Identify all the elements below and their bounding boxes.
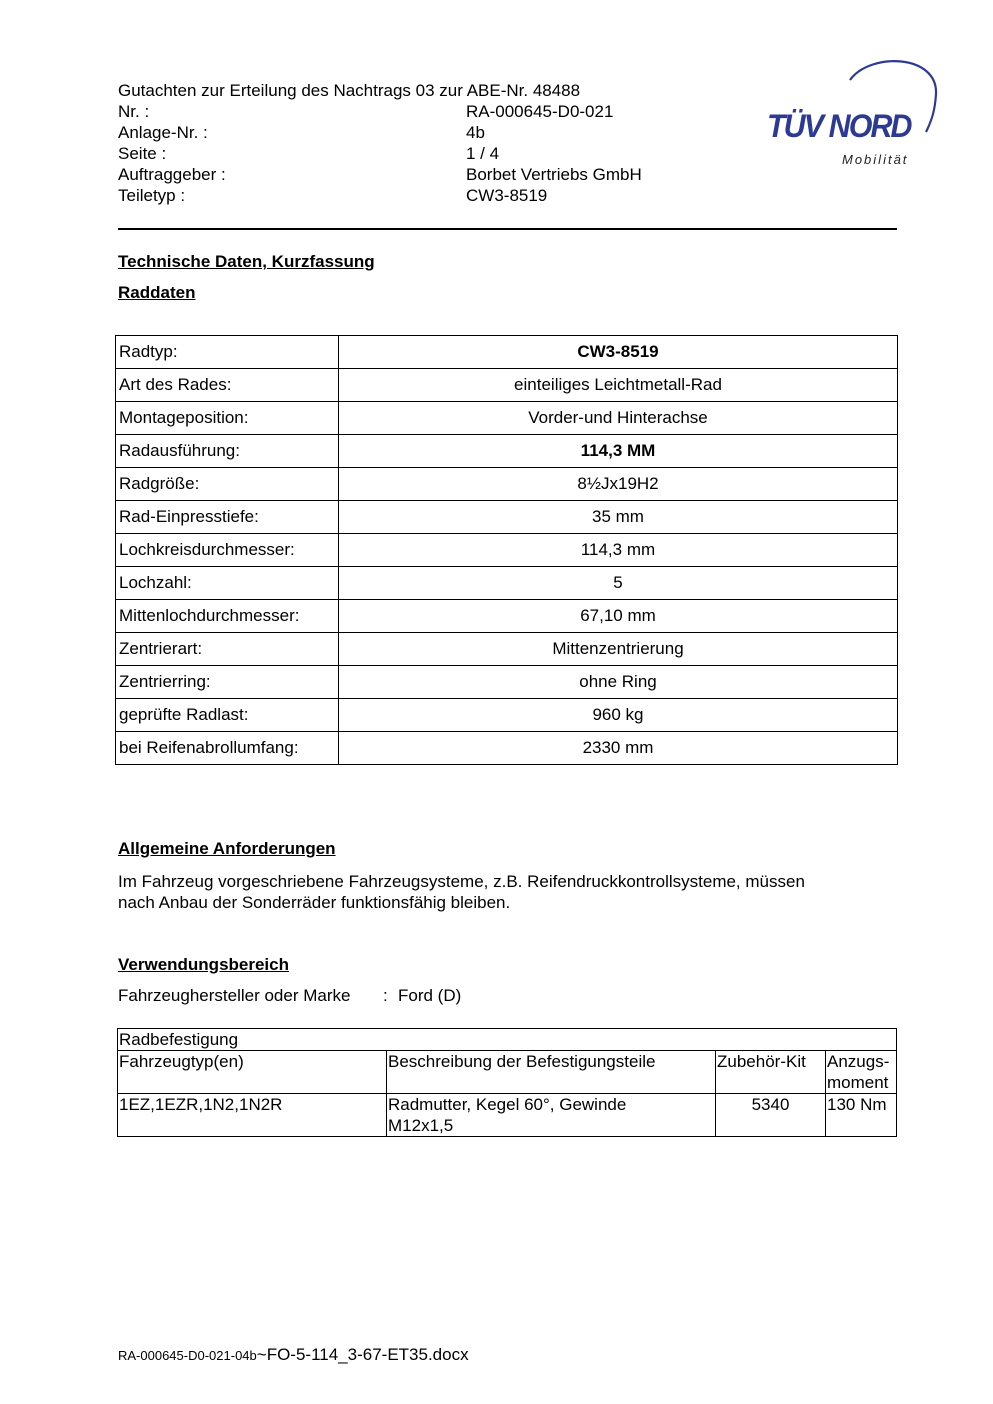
table-row <box>116 435 898 468</box>
row-value: einteiliges Leichtmetall-Rad <box>339 369 898 402</box>
row-label: geprüfte Radlast: <box>116 699 339 732</box>
header-value: CW3-8519 <box>466 186 548 205</box>
table-row <box>116 468 898 501</box>
row-label: Lochzahl: <box>116 567 339 600</box>
manufacturer-separator: : <box>383 986 388 1005</box>
row-value: 35 mm <box>339 501 898 534</box>
header-row-teiletyp <box>118 186 548 206</box>
document-footer <box>118 1345 469 1365</box>
row-label: Zentrierart: <box>116 633 339 666</box>
table-row <box>116 633 898 666</box>
fastener-description-line: Radmutter, Kegel 60°, Gewinde <box>388 1095 627 1114</box>
row-label: Montageposition: <box>116 402 339 435</box>
row-value: Mittenzentrierung <box>339 633 898 666</box>
row-label: Radtyp: <box>116 336 339 369</box>
logo-subtitle: Mobilität <box>842 152 909 167</box>
table-row <box>116 534 898 567</box>
row-label: Rad-Einpresstiefe: <box>116 501 339 534</box>
row-value: 2330 mm <box>339 732 898 765</box>
tightening-torque: 130 Nm <box>826 1094 897 1137</box>
manufacturer-line <box>118 986 462 1006</box>
row-label: Art des Rades: <box>116 369 339 402</box>
fastener-description-line: M12x1,5 <box>388 1116 454 1135</box>
table-row <box>116 567 898 600</box>
header-value: Borbet Vertriebs GmbH <box>466 165 642 184</box>
header-label: Nr. : <box>118 102 150 121</box>
table-header-row <box>118 1051 897 1094</box>
table-row <box>116 600 898 633</box>
table-row <box>116 666 898 699</box>
manufacturer-label: Fahrzeughersteller oder Marke <box>118 986 351 1005</box>
column-header-line: moment <box>827 1073 889 1092</box>
table-row <box>116 369 898 402</box>
header-label: Teiletyp : <box>118 186 186 205</box>
footer-prefix: RA-000645-D0-021-04b <box>118 1348 257 1363</box>
row-label: Zentrierring: <box>116 666 339 699</box>
row-value: ohne Ring <box>339 666 898 699</box>
table-row <box>116 501 898 534</box>
row-value: 960 kg <box>339 699 898 732</box>
header-label: Auftraggeber : <box>118 165 226 184</box>
table-row <box>118 1094 897 1137</box>
header-row-nr <box>118 102 614 122</box>
header-row-auftraggeber <box>118 165 642 185</box>
manufacturer-value: Ford (D) <box>398 986 462 1005</box>
report-title: Gutachten zur Erteilung des Nachtrags 03 zur ABE-Nr. 48488 <box>118 81 581 100</box>
row-value: 67,10 mm <box>339 600 898 633</box>
column-header <box>826 1051 897 1094</box>
requirements-line: Im Fahrzeug vorgeschriebene Fahrzeugsysteme, z.B. Reifendruckkontrollsysteme, müssen <box>118 872 805 891</box>
row-value: 5 <box>339 567 898 600</box>
column-header: Beschreibung der Befestigungsteile <box>387 1051 716 1094</box>
heading-verwendungsbereich: Verwendungsbereich <box>118 955 289 974</box>
fastener-description <box>387 1094 716 1137</box>
table-row <box>116 336 898 369</box>
footer-filename: ~FO-5-114_3-67-ET35.docx <box>256 1345 469 1364</box>
row-label: Mittenlochdurchmesser: <box>116 600 339 633</box>
row-value: 8½Jx19H2 <box>339 468 898 501</box>
table-row <box>116 699 898 732</box>
table-caption-row <box>118 1029 897 1051</box>
heading-raddaten: Raddaten <box>118 283 196 302</box>
column-header: Fahrzeugtyp(en) <box>118 1051 387 1094</box>
header-row-anlage <box>118 123 485 143</box>
header-label: Seite : <box>118 144 167 163</box>
row-label: Radausführung: <box>116 435 339 468</box>
requirements-line: nach Anbau der Sonderräder funktionsfähig bleiben. <box>118 893 511 912</box>
row-value: Vorder-und Hinterachse <box>339 402 898 435</box>
accessory-kit: 5340 <box>716 1094 826 1137</box>
header-value: RA-000645-D0-021 <box>466 102 614 121</box>
row-label: Lochkreisdurchmesser: <box>116 534 339 567</box>
row-value: CW3-8519 <box>339 336 898 369</box>
heading-allgemeine-anforderungen: Allgemeine Anforderungen <box>118 839 336 858</box>
requirements-paragraph <box>118 871 888 913</box>
table-caption: Radbefestigung <box>118 1029 897 1051</box>
wheel-data-table <box>115 335 898 765</box>
table-row <box>116 732 898 765</box>
header-row-seite <box>118 144 500 164</box>
row-value: 114,3 mm <box>339 534 898 567</box>
logo-wordmark: TÜV NORD <box>767 108 911 144</box>
row-label: Radgröße: <box>116 468 339 501</box>
row-value: 114,3 MM <box>339 435 898 468</box>
header-divider <box>118 228 897 230</box>
header-value: 4b <box>466 123 485 142</box>
column-header: Zubehör-Kit <box>716 1051 826 1094</box>
header-value: 1 / 4 <box>466 144 500 163</box>
table-row <box>116 402 898 435</box>
heading-technische-daten: Technische Daten, Kurzfassung <box>118 252 375 271</box>
row-label: bei Reifenabrollumfang: <box>116 732 339 765</box>
header-label: Anlage-Nr. : <box>118 123 208 142</box>
column-header-line: Anzugs- <box>827 1052 890 1071</box>
vehicle-types: 1EZ,1EZR,1N2,1N2R <box>118 1094 387 1137</box>
mounting-table <box>117 1028 897 1137</box>
